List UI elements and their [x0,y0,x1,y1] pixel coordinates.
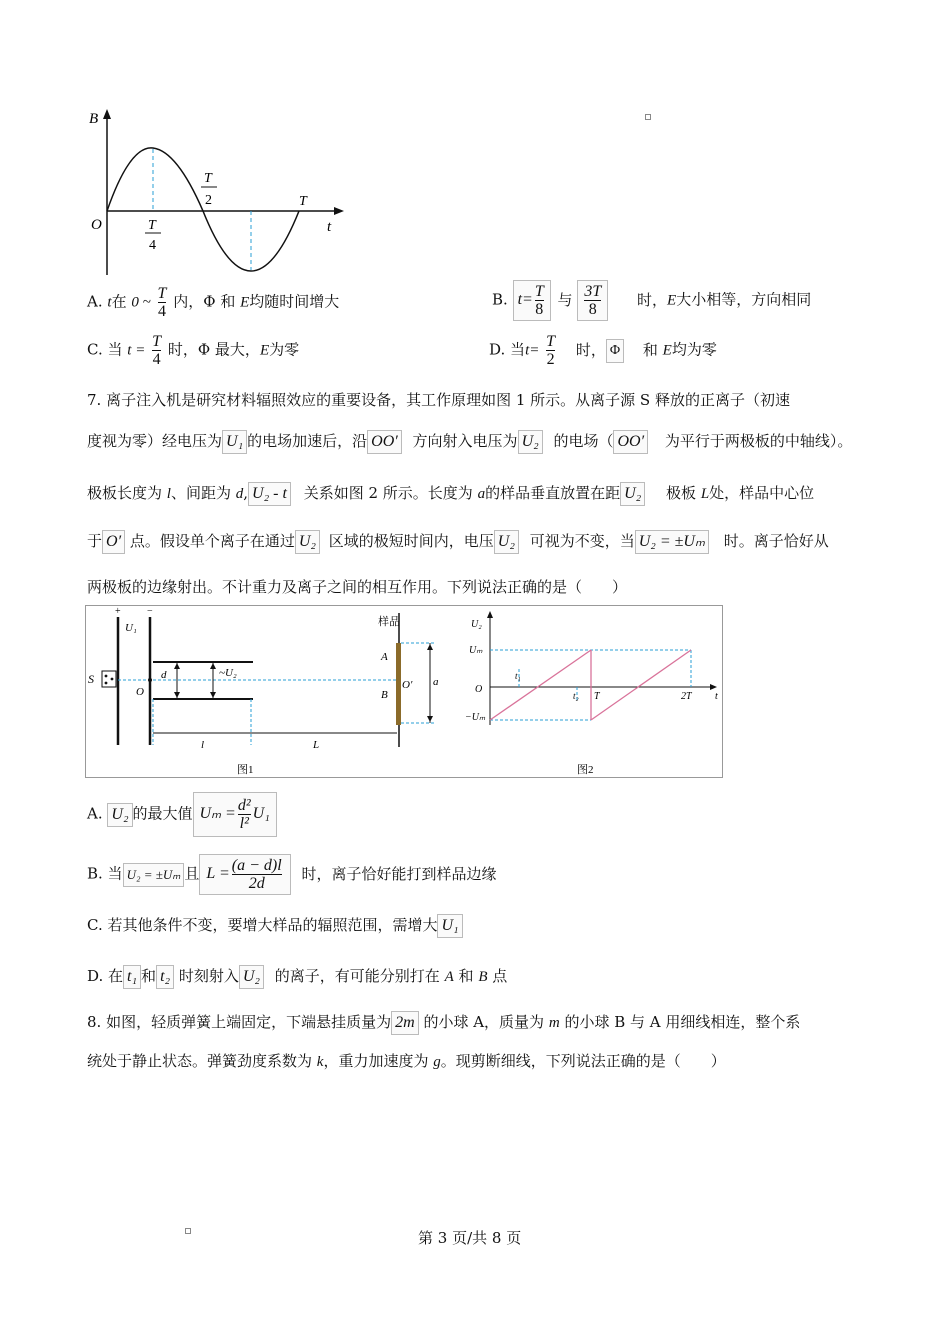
plus-sign: + [115,606,121,617]
q8-line-1: 8. 如图，轻质弹簧上端固定，下端悬挂质量为 2m 的小球 A，质量为 m 的小球 B 与 A 用细线相连，整个系 [87,1011,800,1035]
q7-option-d: D. 在 t₁ 和 t₂ 时刻射入 U₂ 的离子，有可能分别打在 A 和 B 点 [87,965,507,989]
stray-mark-bottom [185,1228,191,1234]
tick-t-label: T [299,194,307,209]
figure-1-2-panel [85,605,723,778]
q7-line-5: 两极板的边缘射出。不计重力及离子之间的相互作用。下列说法正确的是（ ） [87,578,628,596]
fig2-2T-label: 2T [681,691,692,702]
fig2-um-label: Uₘ [469,645,483,656]
q6-option-a: A. t在 0 ~ $\frac{T}{4}$ 内，Φ 和 E均随时间增大 [87,285,340,320]
q7-option-a: A. U₂ 的最大值 Uₘ = $\frac{\text{d²}}{\text{l²}}$ U₁ [87,792,277,837]
q7-line-1: 7. 离子注入机是研究材料辐照效应的重要设备，其工作原理如图 1 所示。从离子源 S 释放的正离子（初速 [87,391,790,409]
plate-length-l-label: l [201,739,205,751]
point-o-prime-label: O′ [402,679,413,691]
figure-2-caption: 图2 [577,764,594,776]
tick-t4-den: 4 [149,238,156,253]
b-t-graph [85,105,345,280]
u1-label: U₁ [125,622,137,634]
distance-L-label: L [313,739,320,751]
q7-line-4: 于 O′ 点。假设单个离子在通过 U₂ 区域的极短时间内，电压 U₂ 可视为不变，当 U₂ = ±Uₘ 时。离子恰好从 [87,530,829,554]
fraction-t-over-4: $\frac{T}{4}$ [157,285,167,320]
u2-label: ~U₂ [219,667,237,679]
fig2-t-axis: t [715,691,718,702]
point-b-label: B [381,689,388,701]
fig2-T-label: T [594,691,600,702]
q7-option-b: B. 当 U₂ = ±Uₘ 且 L = $\frac{(a - d)l}{2d}$ 时，离子恰好能打到样品边缘 [87,854,497,895]
q7-option-c: C. 若其他条件不变，要增大样品的辐照范围，需增大 U₁ [87,914,463,938]
fig2-t2-label: t₂ [573,691,579,701]
figure-1-caption: 图1 [237,764,254,776]
axis-b-label: B [89,111,99,127]
q6-option-c: C. 当 t = $\frac{T}{4}$ 时，Φ 最大，E为零 [87,333,300,368]
fig2-t1-label: t₁ [515,671,521,681]
sample-length-a-label: a [433,676,439,688]
fig2-origin-label: O [475,684,483,695]
page-footer: 第 3 页/共 8 页 [418,1229,522,1247]
q6-option-d: D. 当t= $\frac{T}{2}$ 时， Φ 和 E均为零 [489,333,717,368]
q8-line-2: 统处于静止状态。弹簧劲度系数为 k，重力加速度为 g。现剪断细线，下列说法正确的是（ ） [87,1052,726,1070]
q7-line-3: 极板长度为 l、间距为 d, U₂ - t 关系如图 2 所示。长度为 a的样品垂直放置在距 U₂ 极板 L处，样品中心位 [87,482,814,506]
origin-label: O [91,217,102,233]
tick-t2-den: 2 [205,193,212,208]
spacing-d-label: d [161,669,167,681]
source-s-label: S [88,672,94,686]
fig2-u2-axis: U₂ [471,619,482,630]
tick-t2-num: T [204,171,212,186]
minus-sign: − [147,606,153,617]
q7-line-2: 度视为零）经电压为 U₁ 的电场加速后，沿 OO′ 方向射入电压为 U₂ 的电场（ OO′ 为平行于两极板的中轴线）。 [87,430,852,454]
tick-t4-num: T [148,218,156,233]
origin-o-label: O [136,686,144,698]
sample-label: 样品 [378,616,400,628]
stray-mark [645,114,651,120]
q6-option-b: B. t= $\frac{T}{8}$ 与 $\frac{3T}{8}$ 时，E大小相等，方向相同 [492,280,811,321]
axis-t-label: t [327,219,332,235]
fig2-neg-um-label: −Uₘ [465,712,486,723]
point-a-label: A [381,651,388,663]
